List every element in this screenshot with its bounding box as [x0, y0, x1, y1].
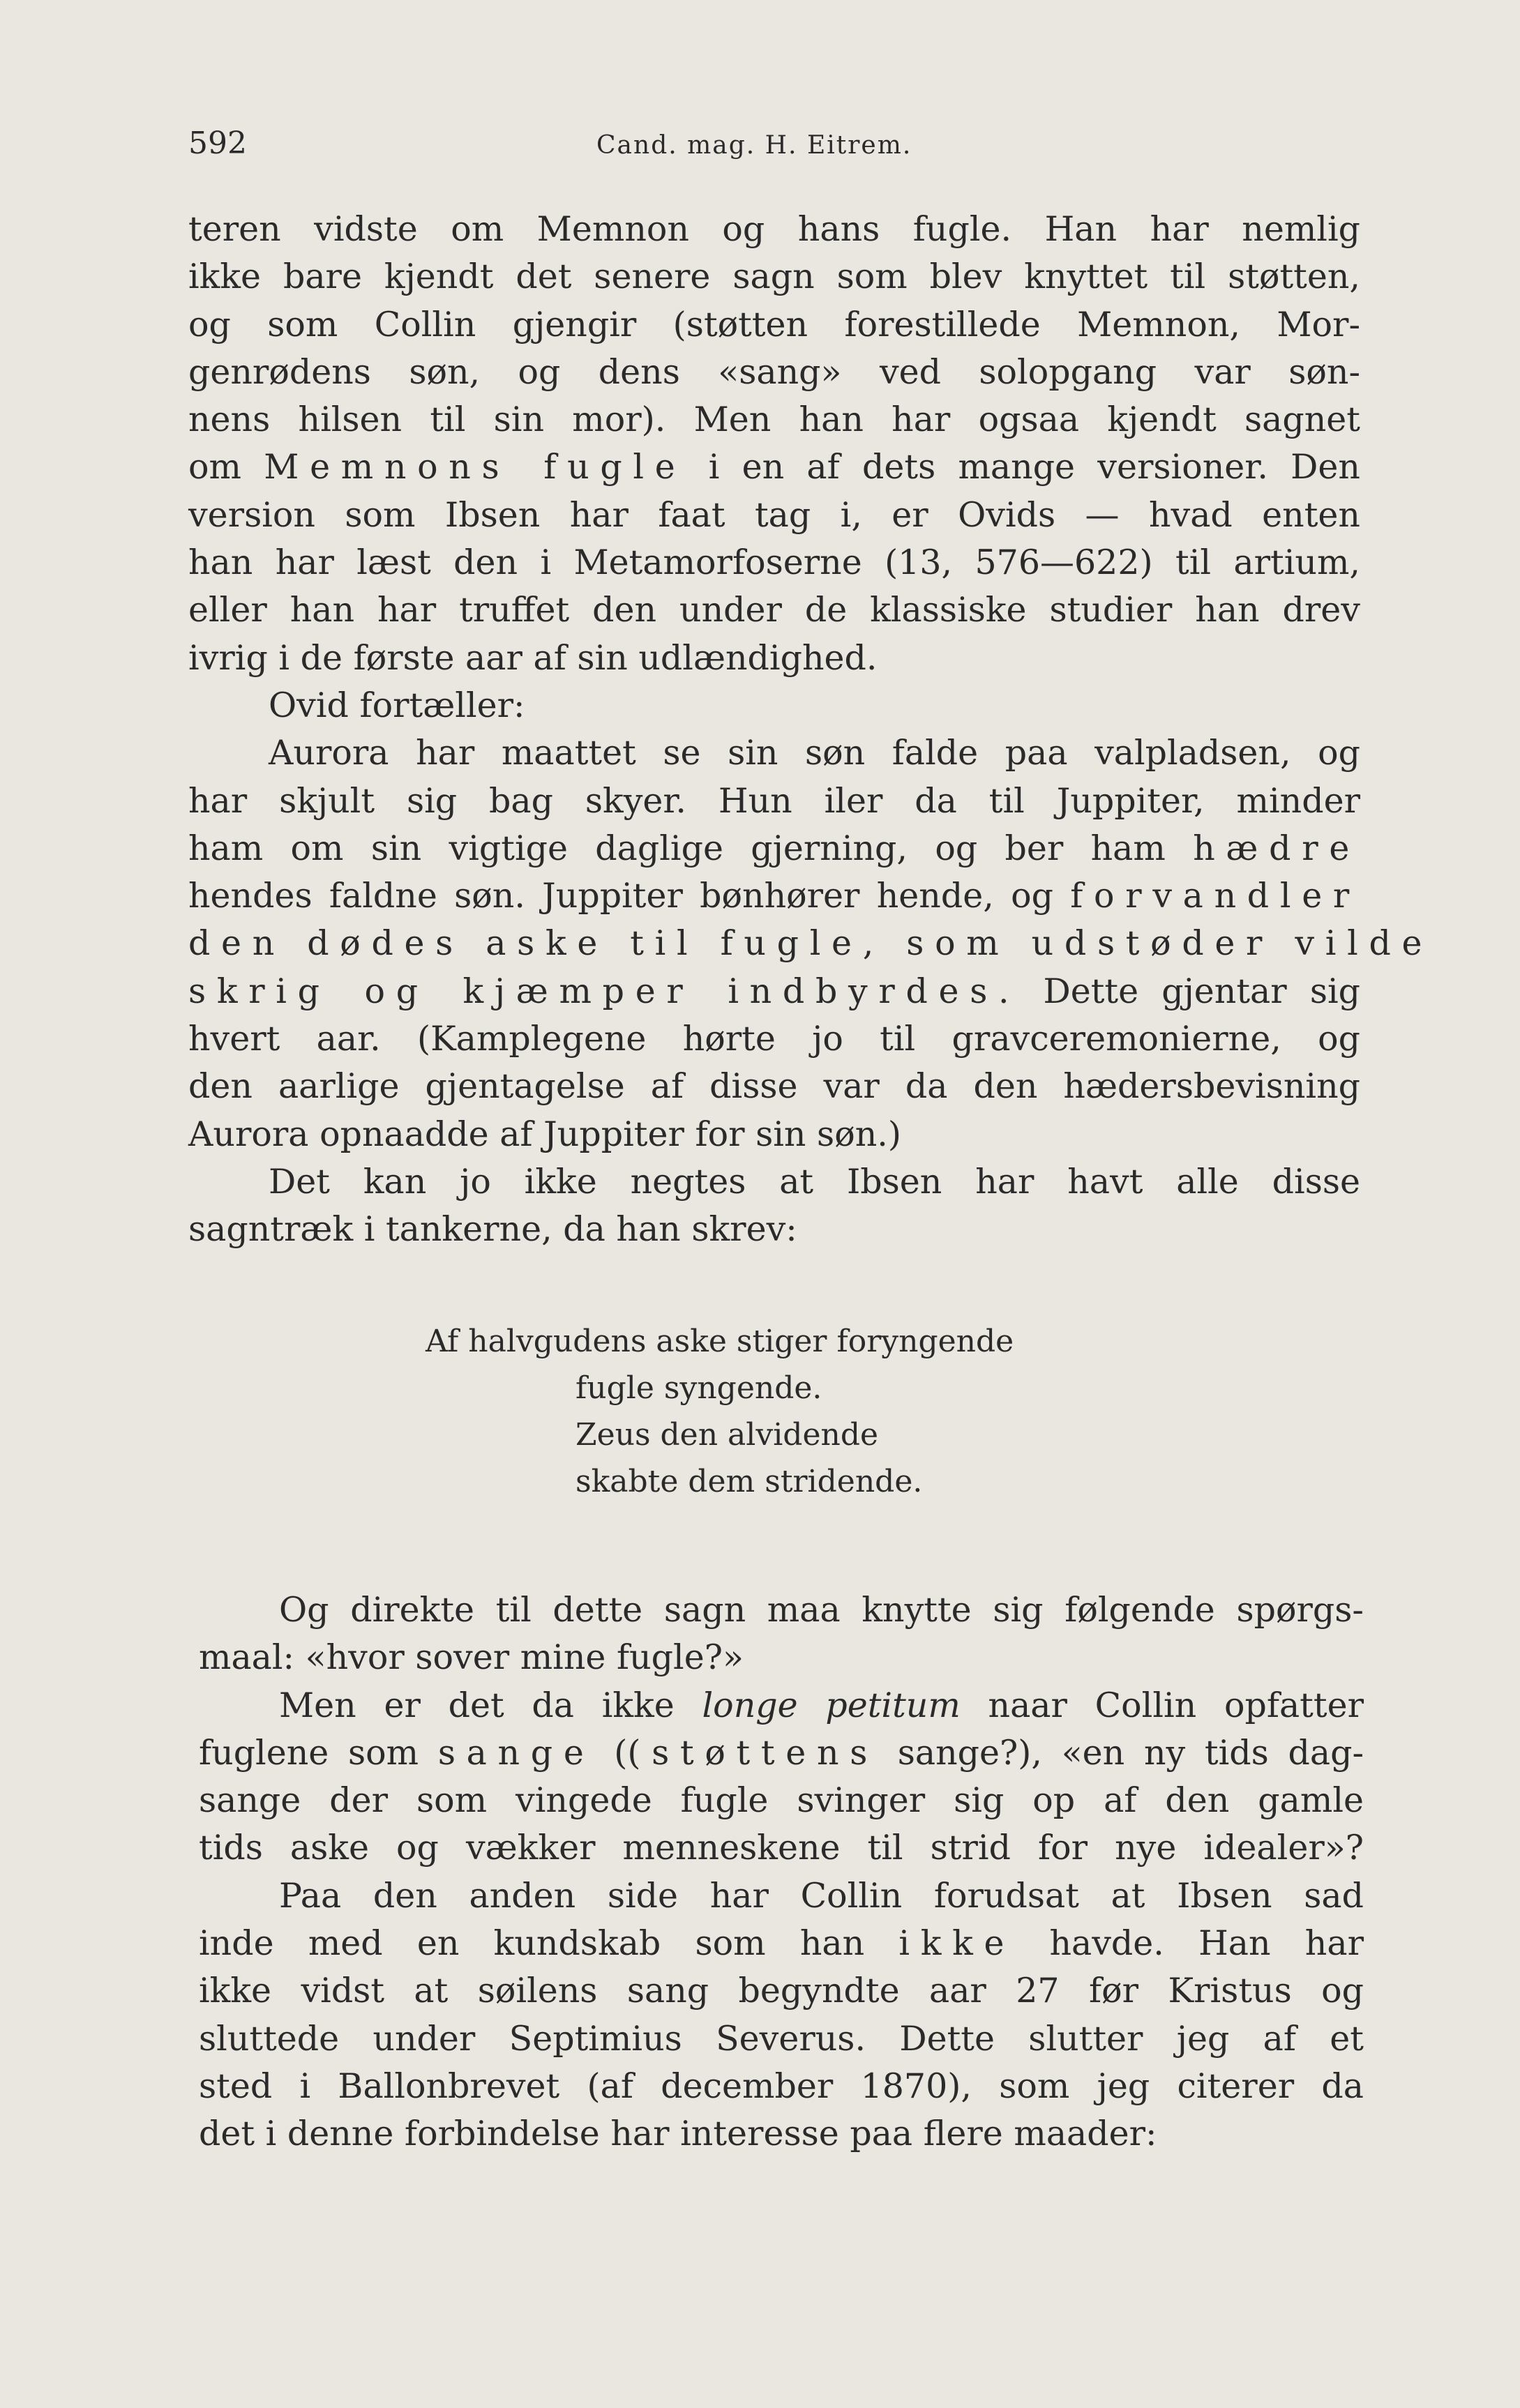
text-run: havde. Han har — [1049, 1923, 1364, 1964]
italic-phrase: longe petitum — [702, 1685, 961, 1725]
text-line: han har læst den i Metamorfoserne (13, 576—622) til artium, — [188, 543, 1360, 583]
text-line: Ovid fortæller: — [269, 685, 525, 725]
text-run: Dette gjentar sig — [1043, 971, 1361, 1011]
text-run: i en af dets mange versioner. Den — [708, 447, 1360, 487]
text-line — [199, 1682, 1364, 1729]
text-line: nens hilsen til sin mor). Men han har ogsaa kjendt sagnet — [188, 400, 1360, 440]
text-line: den aarlige gjentagelse af disse var da den hædersbevisning — [188, 1066, 1360, 1107]
text-line: sted i Ballonbrevet (af december 1870), som jeg citerer da — [199, 2066, 1364, 2106]
text-line — [188, 825, 1360, 872]
spaced-emphasis: sange — [437, 1732, 595, 1773]
text-line: sluttede under Septimius Severus. Dette slutter jeg af et — [199, 2018, 1364, 2059]
text-run: Men er det da ikke — [279, 1685, 675, 1725]
text-run: fuglene som — [199, 1732, 419, 1773]
page-number: 592 — [188, 126, 247, 161]
text-run: ham om sin vigtige daglige gjerning, og ber ham — [188, 828, 1166, 868]
text-line: sange der som vingede fugle svinger sig op af den gamle — [199, 1780, 1364, 1821]
poem-line: fugle syngende. — [575, 1370, 822, 1406]
text-line: tids aske og vækker menneskene til strid for nye idealer»? — [199, 1828, 1364, 1868]
text-line: Aurora har maattet se sin søn falde paa valpladsen, og — [269, 733, 1360, 773]
page-header — [188, 126, 1360, 181]
poem-line: Zeus den alvidende — [575, 1417, 879, 1453]
text-line — [188, 444, 1360, 491]
text-line: Og direkte til dette sagn maa knytte sig følgende spørgs- — [279, 1590, 1364, 1630]
text-line: genrødens søn, og dens «sang» ved solopgang var søn- — [188, 351, 1360, 392]
text-run: inde med en kundskab som han — [199, 1923, 865, 1964]
spaced-emphasis: forvandler — [1070, 876, 1360, 916]
text-line: hvert aar. (Kamplegene hørte jo til gravceremonierne, og — [188, 1019, 1360, 1059]
text-line: ivrig i de første aar af sin udlændighed. — [188, 637, 878, 678]
text-line: og som Collin gjengir (støtten forestillede Memnon, Mor- — [188, 304, 1360, 344]
text-line: har skjult sig bag skyer. Hun iler da til Juppiter, minder — [188, 780, 1360, 821]
text-line: Det kan jo ikke negtes at Ibsen har havt alle disse — [269, 1161, 1360, 1202]
text-line — [199, 1729, 1364, 1777]
text-line: maal: «hvor sover mine fugle?» — [199, 1637, 744, 1678]
text-run: sange?), «en ny tids dag- — [897, 1732, 1364, 1773]
text-run: hendes faldne søn. Juppiter bønhører hende, og — [188, 876, 1053, 916]
body-text-upper — [188, 206, 1434, 1254]
text-run: naar Collin opfatter — [988, 1685, 1364, 1725]
running-head: Cand. mag. H. Eitrem. — [596, 131, 912, 160]
text-line — [188, 872, 1360, 920]
text-line: teren vidste om Memnon og hans fugle. Han har nemlig — [188, 209, 1360, 249]
text-line: ikke vidst at søilens sang begyndte aar 27 før Kristus og — [199, 1971, 1364, 2011]
spaced-emphasis: hædre — [1193, 828, 1360, 868]
text-line — [188, 968, 1360, 1015]
spaced-emphasis: Memnons fugle — [264, 447, 686, 487]
spaced-emphasis: skrig og kjæmper indbyrdes. — [188, 971, 1021, 1011]
poem-line: skabte dem stridende. — [575, 1464, 923, 1499]
text-line: Aurora opnaadde af Juppiter for sin søn.) — [188, 1114, 901, 1154]
text-line: sagntræk i tankerne, da han skrev: — [188, 1209, 797, 1250]
text-line — [199, 1920, 1364, 1967]
spaced-emphasis: (støttens — [627, 1732, 879, 1773]
text-line: ikke bare kjendt det senere sagn som blev knyttet til støtten, — [188, 257, 1360, 297]
poem-line: Af halvgudens aske stiger foryngende — [426, 1324, 1014, 1359]
text-run: ( — [614, 1732, 628, 1773]
text-line: det i denne forbindelse har interesse paa flere maader: — [199, 2114, 1157, 2154]
spaced-emphasis: den dødes aske til fugle, som udstøder vilde — [188, 923, 1434, 964]
poem-quote — [0, 1318, 1520, 1505]
text-line: eller han har truffet den under de klassiske studier han drev — [188, 590, 1360, 630]
text-line — [188, 920, 1434, 967]
text-run: om — [188, 447, 241, 487]
text-line: version som Ibsen har faat tag i, er Ovids — hvad enten — [188, 494, 1360, 535]
text-line: Paa den anden side har Collin forudsat at Ibsen sad — [279, 1875, 1364, 1916]
spaced-emphasis: ikke — [898, 1923, 1016, 1964]
body-text-lower — [199, 1587, 1364, 2158]
